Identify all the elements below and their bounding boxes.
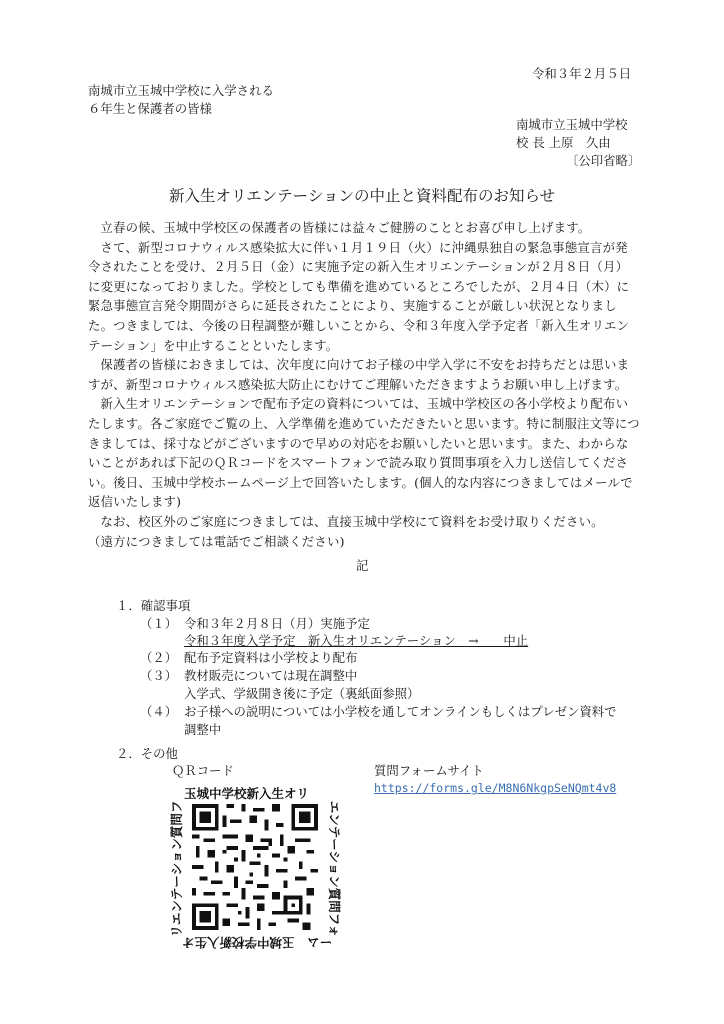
question-form-link[interactable]: https://forms.gle/M8N6NkgpSeNQmt4v8 <box>374 781 617 795</box>
section-other-heading: ２．その他 <box>116 746 178 761</box>
qr-frame-text-left: リエンテーション質問フ <box>169 800 184 938</box>
sender-principal: 校 長 上原 久由 <box>516 135 611 150</box>
item-1-cancel-line: 令和３年度入学予定 新入生オリエンテーション → 中止 <box>184 633 529 648</box>
qr-frame-text-top: 玉城中学校新入生オリ <box>184 786 310 801</box>
item-1-number: （１） <box>140 616 178 631</box>
item-1 <box>140 614 370 632</box>
paragraph-request: 保護者の皆様におきましては、次年度に向けてお子様の中学入学に不安をお持ちだとは思いますが、新型コロナウィルス感染拡大防止にむけてご理解いただきますようお願い申し上げます。 <box>88 357 630 392</box>
item-4-text: お子様への説明については小学校を通してオンラインもしくはプレゼン資料で <box>184 704 617 719</box>
paragraph-greeting: 立春の候、玉城中学校区の保護者の皆様には益々ご健勝のこととお喜び申し上げます。 <box>100 220 591 235</box>
item-2-text: 配布予定資料は小学校より配布 <box>184 650 358 665</box>
item-4 <box>140 702 617 720</box>
section-confirmation-heading: １．確認事項 <box>116 598 191 613</box>
item-3-number: （３） <box>140 668 178 683</box>
item-1-text: 令和３年２月８日（月）実施予定 <box>184 616 370 631</box>
paragraph-materials: 新入生オリエンテーションで配布予定の資料については、玉城中学校区の各小学校より配布いたします。各ご家庭でご覧の上、入学準備を進めていただきたいと思います。特に制服注文等につきましては、採寸などがございますので早めの対応をお願いしたいと思います。また、わからないことがあれば下記のＱＲコードをスマートフォンで読み取り質問事項を入力し送信してください。後日、玉城中学校ホームページ上で回答いたします。(個人的な内容につきましてはメールで返信いたします) <box>88 396 640 510</box>
item-3 <box>140 666 357 684</box>
body-text <box>88 218 640 551</box>
recipient-line-2: ６年生と保護者の皆様 <box>88 101 212 116</box>
item-3-detail: 入学式、学級開き後に予定（裏紙面参照） <box>184 686 420 701</box>
qr-code-label: ＱＲコード <box>172 763 234 778</box>
item-2 <box>140 648 357 666</box>
ki-heading: 記 <box>356 558 369 573</box>
paragraph-outside-district: なお、校区外のご家庭につきましては、直接玉城中学校にて資料をお受け取りください。 <box>100 513 604 529</box>
item-4-detail: 調整中 <box>184 722 222 737</box>
question-form-label: 質問フォームサイト <box>374 763 484 778</box>
qr-frame-text-bottom: ーム 玉城中学校新入生オ <box>181 935 332 950</box>
sender-school: 南城市立玉城中学校 <box>516 117 628 132</box>
issue-date: 令和３年２月５日 <box>532 66 632 81</box>
document-title: 新入生オリエンテーションの中止と資料配布のお知らせ <box>168 187 556 205</box>
qr-frame-text-right: エンテーション質問フォ <box>327 800 342 938</box>
item-3-text: 教材販売については現在調整中 <box>184 668 358 683</box>
item-2-number: （２） <box>140 650 178 665</box>
paragraph-phone-note: （遠方につきましては電話でご相談ください) <box>88 533 345 549</box>
qr-code-image <box>190 804 320 930</box>
qr-code-block[interactable] <box>168 782 346 952</box>
item-4-number: （４） <box>140 704 178 719</box>
recipient-line-1: 南城市立玉城中学校に入学される <box>88 83 274 98</box>
paragraph-cancellation: さて、新型コロナウィルス感染拡大に伴い１月１９日（火）に沖縄県独自の緊急事態宣言が発令されたことを受け、２月５日（金）に実施予定の新入生オリエンテーションが２月８日（月）に変更になっておりました。学校としても準備を進めているところでしたが、２月４日（木）に緊急事態宣言発令期間がさらに延長されたことにより、実施することが厳しい状況となりました。つきましては、今後の日程調整が難しいことから、令和３年度入学予定者「新入生オリエンテーション」を中止することといたします。 <box>88 239 630 353</box>
seal-omitted-note: 〔公印省略〕 <box>566 153 641 168</box>
